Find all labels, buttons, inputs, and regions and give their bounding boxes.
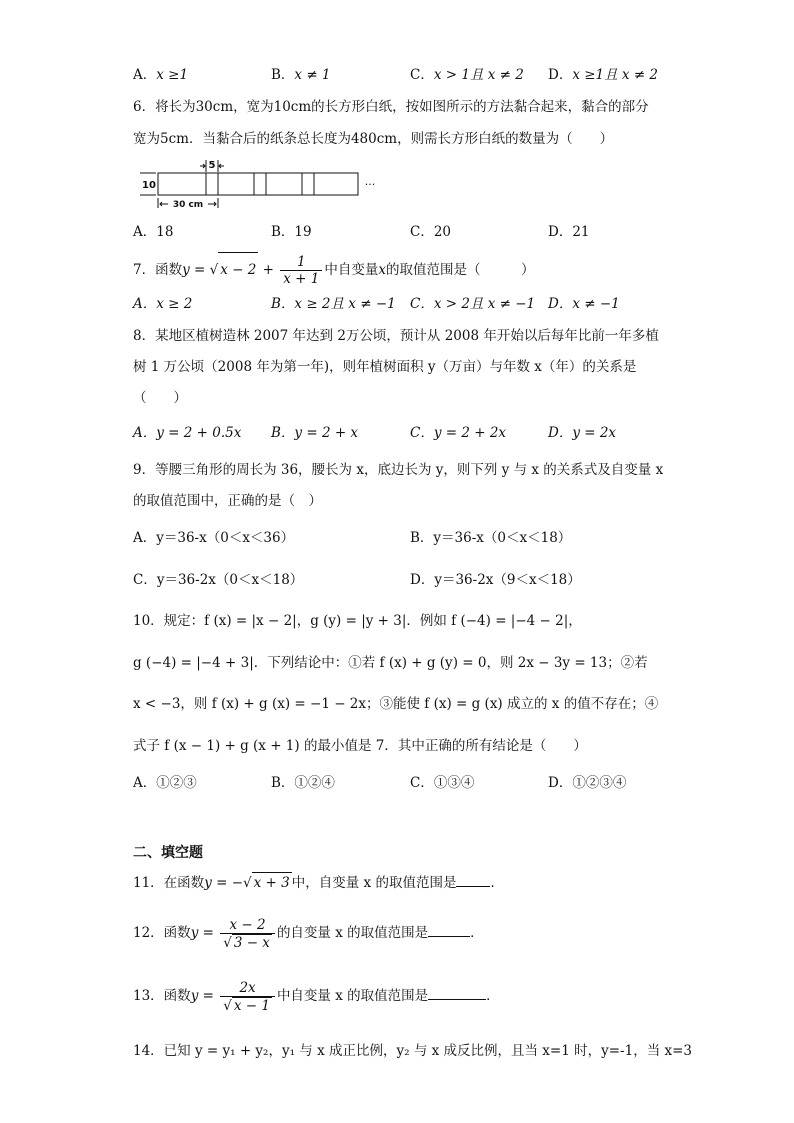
q6-stem-line2: 宽为5cm．当黏合后的纸条总长度为480cm，则需长方形白纸的数量为（ ） — [133, 131, 614, 147]
q6-option-d[interactable]: D．21 — [548, 224, 590, 240]
q8-stem-line1: 8．某地区植树造林 2007 年达到 2万公顷，预计从 2008 年开始以后每年比前一年多植 — [133, 328, 659, 344]
sqrt-symbol-icon: √ — [223, 934, 232, 951]
q13-stem: 13．函数y = $\frac{2x}{√ x - 1}$ 中自变量 x 的取值范围是 ． — [133, 979, 500, 1014]
q8-option-a[interactable]: A．y = 2 + 0.5x — [133, 425, 242, 441]
sqrt-symbol-icon: √ — [223, 997, 232, 1014]
q7-option-c[interactable]: C．x > 2且 x ≠ −1 — [410, 296, 536, 312]
q12-answer-blank[interactable] — [428, 922, 470, 937]
q6-option-a[interactable]: A．18 — [133, 224, 174, 240]
q10-stem-line2: g (−4) = |−4 + 3|．下列结论中：①若 f (x) + g (y) = 0，则 2x − 3y = 13；②若 — [133, 655, 648, 671]
q11-stem: 11．在函数y = −√ x + 3 中，自变量 x 的取值范围是 ． — [133, 872, 504, 893]
q7-stem: 7．函数y = √ x − 2 + $\frac{1}{x + 1}$ 中自变量x的取值范围是（ ） — [133, 254, 535, 287]
sqrt-symbol-icon: √ — [243, 875, 252, 891]
q5-option-d[interactable]: D．x ≥1且 x ≠ 2 — [548, 67, 659, 83]
q10-stem-line4: 式子 f (x − 1) + g (x + 1) 的最小值是 7．其中正确的所有结论是（ ） — [133, 738, 587, 754]
q9-stem-line2: 的取值范围中，正确的是（ ） — [133, 493, 322, 509]
q10-stem-line3: x < −3，则 f (x) + g (x) = −1 − 2x；③能使 f (x) = g (x) 成立的 x 的值不存在；④ — [133, 696, 659, 712]
q6-stem-line1: 6．将长为30cm，宽为10cm的长方形白纸，按如图所示的方法黏合起来，黏合的部分 — [133, 99, 649, 115]
q10-option-a[interactable]: A．①②③ — [133, 775, 197, 791]
q10-option-b[interactable]: B．①②④ — [271, 775, 335, 791]
sqrt-symbol-icon: √ — [209, 262, 219, 278]
q12-stem: 12．函数y = $\frac{x - 2}{√ 3 - x}$ 的自变量 x 的取值范围是 ． — [133, 916, 484, 951]
q9-option-a[interactable]: A．y＝36-x（0＜x＜36） — [133, 530, 295, 546]
section-title-fill-in: 二、填空题 — [133, 845, 203, 861]
q14-stem-line1: 14．已知 y = y₁ + y₂，y₁ 与 x 成正比例，y₂ 与 x 成反比例，且当 x=1 时，y=-1，当 x=3 — [133, 1043, 693, 1059]
q6-figure-label-height: 10 — [142, 180, 156, 191]
q11-answer-blank[interactable] — [456, 872, 490, 887]
q6-figure-ellipsis: ··· — [364, 178, 376, 191]
q8-option-c[interactable]: C．y = 2 + 2x — [410, 425, 507, 441]
q13-fraction: $\frac{2x}{√ x - 1}$ — [220, 980, 275, 1014]
q7-option-b[interactable]: B．x ≥ 2且 x ≠ −1 — [271, 296, 396, 312]
q6-paper-strip-figure — [138, 156, 388, 212]
q5-option-a[interactable]: A．x ≥1 — [133, 67, 189, 83]
q12-fraction: $\frac{x - 2}{√ 3 - x}$ — [220, 917, 275, 951]
q5-option-b[interactable]: B．x ≠ 1 — [271, 67, 331, 83]
q9-option-c[interactable]: C．y＝36-2x（0＜x＜18） — [133, 572, 304, 588]
q7-fraction: $\frac{1}{x + 1}$ — [280, 254, 322, 287]
q8-option-d[interactable]: D．y = 2x — [548, 425, 617, 441]
q10-option-d[interactable]: D．①②③④ — [548, 775, 627, 791]
q9-stem-line1: 9．等腰三角形的周长为 36，腰长为 x，底边长为 y，则下列 y 与 x 的关系式及自变量 x — [133, 462, 664, 478]
q10-stem-line1: 10．规定：f (x) = |x − 2|，g (y) = |y + 3|．例如 f (−4) = |−4 − 2|， — [133, 613, 582, 629]
q8-stem-line3: （ ） — [133, 390, 187, 406]
q9-option-b[interactable]: B．y＝36-x（0＜x＜18） — [410, 530, 572, 546]
q7-option-a[interactable]: A．x ≥ 2 — [133, 296, 193, 312]
q7-option-d[interactable]: D．x ≠ −1 — [548, 296, 620, 312]
q6-figure-label-length: 30 cm — [172, 200, 204, 210]
q6-option-c[interactable]: C．20 — [410, 224, 452, 240]
q6-figure-label-overlap: 5 — [208, 160, 216, 171]
q6-option-b[interactable]: B．19 — [271, 224, 312, 240]
q10-option-c[interactable]: C．①③④ — [410, 775, 475, 791]
q13-answer-blank[interactable] — [428, 985, 486, 1000]
q5-option-c[interactable]: C．x > 1且 x ≠ 2 — [410, 67, 524, 83]
q9-option-d[interactable]: D．y＝36-2x（9＜x＜18） — [410, 572, 581, 588]
q8-option-b[interactable]: B．y = 2 + x — [271, 425, 359, 441]
q8-stem-line2: 树 1 万公顷（2008 年为第一年)，则年植树面积 y（万亩）与年数 x（年）的关系是 — [133, 359, 637, 375]
